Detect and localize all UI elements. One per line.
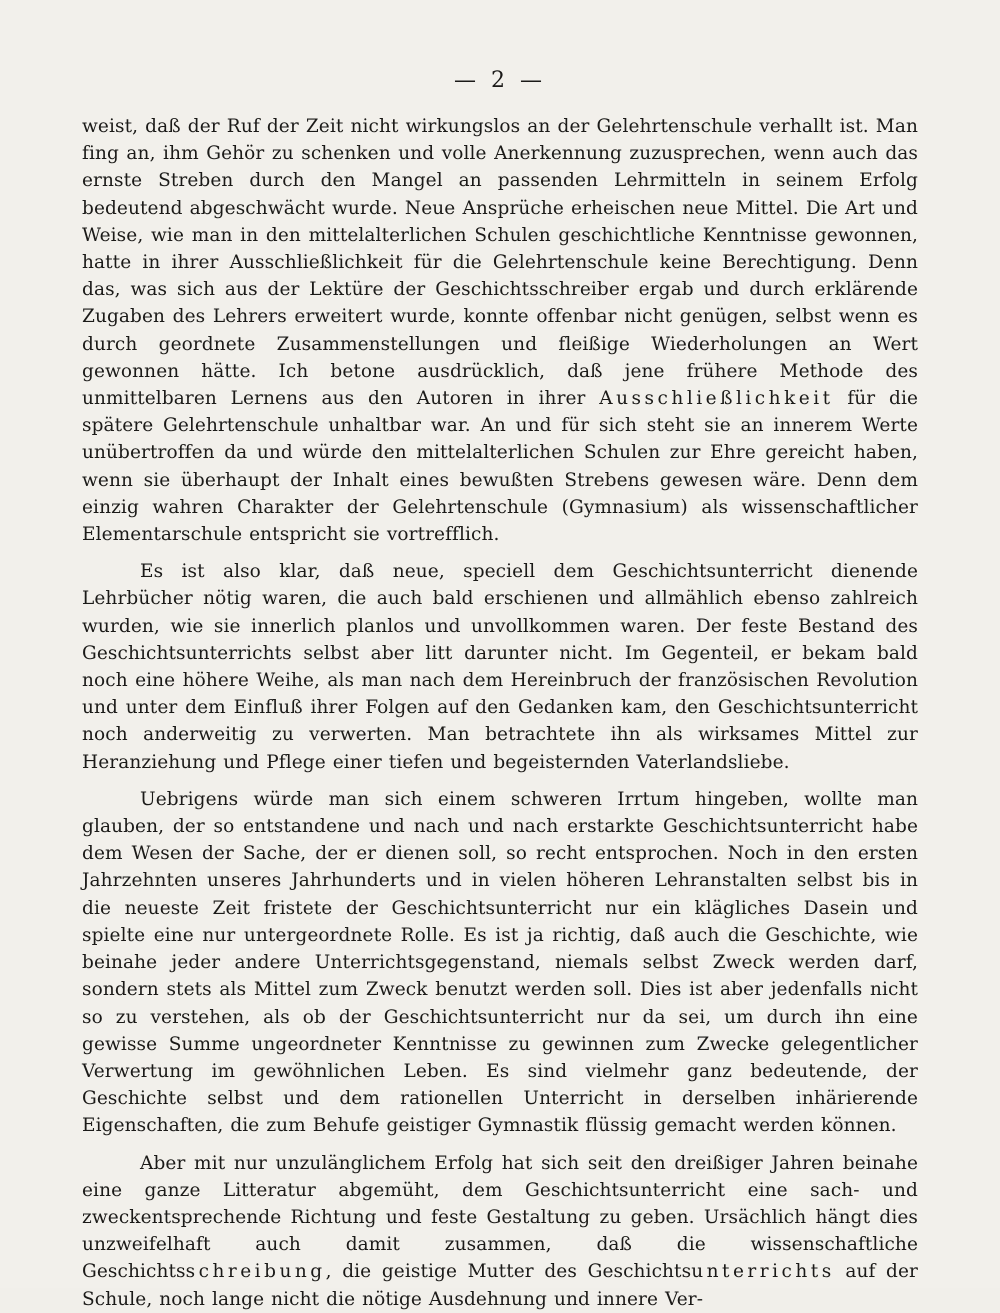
paragraph-3 [82,786,918,1140]
emphasized-text: Ausschließlichkeit [599,388,834,410]
paragraph-4 [82,1150,918,1313]
paragraph-text: Uebrigens würde man sich einem schweren Irrtum hingeben, wollte man glauben, der so entstandene und nach und nach erstarkte Geschichtsunterricht habe dem Wesen der Sache, der er dienen soll, so recht entsprochen. Noch in den ersten Jahrzehnten unseres Jahrhunderts und in vielen höheren Lehranstalten selbst bis in die neueste Zeit fristete der Geschichtsunterricht nur ein klägliches Dasein und spielte eine nur untergeordnete Rolle. Es ist ja richtig, daß auch die Geschichte, wie beinahe jeder andere Unterrichtsgegenstand, niemals selbst Zweck werden darf, sondern stets als Mittel zum Zweck benutzt werden soll. Dies ist aber jedenfalls nicht so zu verstehen, als ob der Geschichtsunterricht nur da sei, um durch ihn eine gewisse Summe ungeordneter Kenntnisse zu gewinnen zum Zwecke gelegentlicher Verwertung im gewöhnlichen Leben. Es sind vielmehr ganz bedeutende, der Geschichte selbst und dem rationellen Unterricht in derselben inhärierende Eigenschaften, die zum Behufe geistiger Gymnastik flüssig gemacht werden können. [82,788,918,1137]
paragraph-2 [82,558,918,776]
paragraph-text: Aber mit nur unzulänglichem Erfolg hat sich seit den dreißiger Jahren beinahe eine ganze Litteratur abgemüht, dem Geschichtsunterricht eine sach- und zweckentsprechende Richtung und feste Gestaltung zu geben. Ursächlich hängt dies unzweifelhaft auch damit zusammen, daß die wissenschaftliche Geschichts [82,1152,918,1283]
paragraph-text: für die spätere Gelehrtenschule unhaltbar war. An und für sich steht sie an innerem Werte unübertroffen da und würde den mittelalterlichen Schulen zur Ehre gereicht haben, wenn sie überhaupt der Inhalt eines bewußten Strebens gewesen wäre. Denn dem einzig wahren Charakter der Gelehrtenschule (Gymnasium) als wissenschaftlicher Elementarschule entspricht sie vortrefflich. [82,388,919,546]
body-text [82,113,918,1313]
paragraph-text: Es ist also klar, daß neue, speciell dem Geschichtsunterricht dienende Lehrbücher nötig waren, die auch bald erschienen und allmählich ebenso zahlreich wurden, wie sie innerlich planlos und unvollkommen waren. Der feste Bestand des Geschichtsunterrichts selbst aber litt darunter nicht. Im Gegenteil, er bekam bald noch eine höhere Weihe, als man nach dem Hereinbruch der französischen Revolution und unter dem Einfluß ihrer Folgen auf den Gedanken kam, den Geschichtsunterricht noch anderweitig zu verwerten. Man betrachtete ihn als wirksames Mittel zur Heranziehung und Pflege einer tiefen und begeisternden Vaterlandsliebe. [82,561,918,773]
paragraph-text: auf der Schule, noch lange nicht die nötige Ausdehnung und innere Ver- [82,1261,918,1310]
emphasized-text: unterrichts [691,1261,835,1283]
paragraph-text: weist, daß der Ruf der Zeit nicht wirkungslos an der Gelehrtenschule verhallt ist. Man fing an, ihm Gehör zu schenken und volle Anerkennung zuzusprechen, wenn auch das ernste Streben durch den Mangel an passenden Lehrmitteln in seinem Erfolg bedeutend abgeschwächt wurde. Neue Ansprüche erheischen neue Mittel. Die Art und Weise, wie man in den mittelalterlichen Schulen geschichtliche Kenntnisse gewonnen, hatte in ihrer Ausschließlichkeit für die Gelehrtenschule keine Berechtigung. Denn das, was sich aus der Lektüre der Geschichtsschreiber ergab und durch erklärende Zugaben des Lehrers erweitert wurde, konnte offenbar nicht genügen, selbst wenn es durch geordnete Zusammenstellungen und fleißige Wiederholungen an Wert gewonnen hätte. Ich betone ausdrücklich, daß jene frühere Methode des unmittelbaren Lernens aus den Autoren in ihrer [82,116,918,410]
paragraph-text: , die geistige Mutter des Geschichts [325,1261,692,1283]
page-number: — 2 — [454,68,546,93]
emphasized-text: schreibung [185,1261,326,1283]
paragraph-1 [82,113,918,548]
